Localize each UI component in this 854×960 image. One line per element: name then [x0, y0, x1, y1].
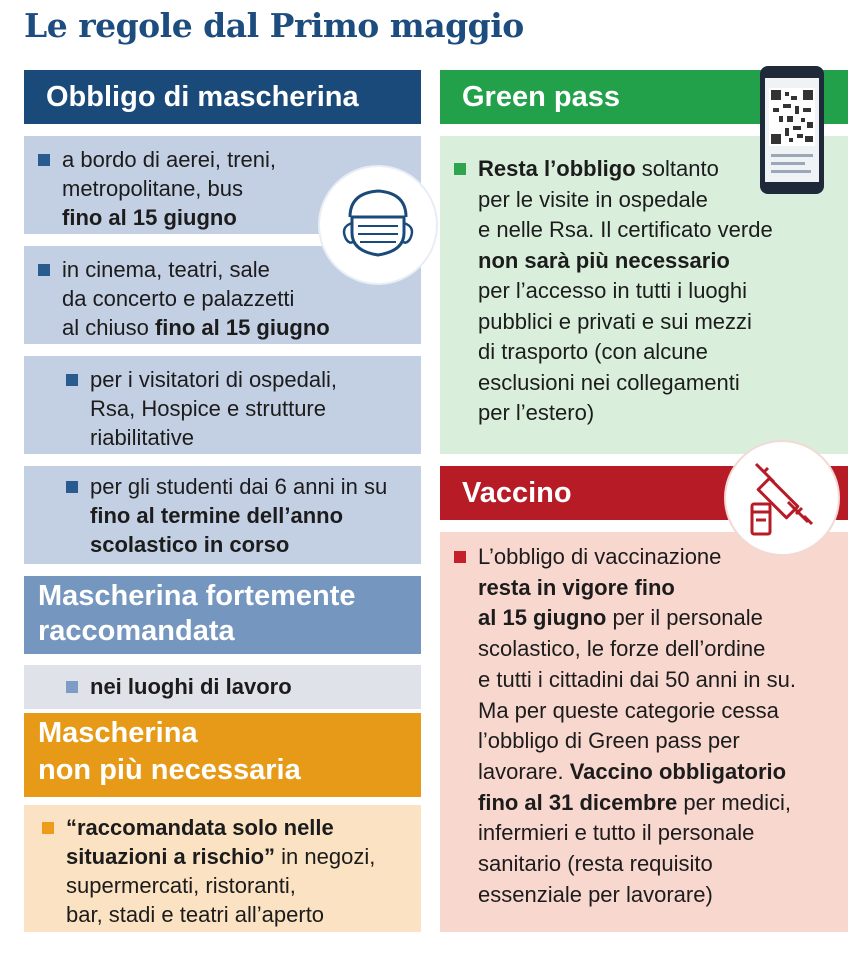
- item-text: L’obbligo di vaccinazione: [478, 544, 722, 569]
- green-pass-heading: Green pass: [440, 70, 848, 124]
- vaccino-box: [440, 532, 848, 932]
- non-necessaria-item: [24, 805, 421, 932]
- item-text: e nelle Rsa. Il certificato verde: [478, 217, 773, 242]
- bullet-icon: [454, 551, 466, 563]
- item-text: riabilitative: [90, 425, 194, 450]
- item-text: Rsa, Hospice e strutture: [90, 396, 326, 421]
- item-text: da concerto e palazzetti: [62, 286, 295, 311]
- heading-line: Mascherina: [38, 717, 198, 749]
- item-text: al chiuso: [62, 315, 155, 340]
- page-title: Le regole dal Primo maggio: [24, 6, 524, 45]
- item-text-bold: Vaccino obbligatorio: [569, 758, 787, 784]
- syringe-vial-icon: [724, 440, 840, 556]
- raccomandata-heading: [24, 576, 421, 654]
- heading-line: raccomandata: [38, 615, 235, 647]
- item-text-bold: “raccomandata solo nelle: [66, 815, 334, 840]
- item-text: e tutti i cittadini dai 50 anni in su.: [478, 666, 796, 692]
- heading-line: non più necessaria: [38, 754, 301, 786]
- item-text: lavorare.: [478, 758, 570, 784]
- item-text: essenziale per lavorare): [478, 881, 713, 907]
- item-text: supermercati, ristoranti,: [66, 873, 296, 898]
- bullet-icon: [454, 163, 466, 175]
- mascherina-heading: Obbligo di mascherina: [24, 70, 421, 124]
- item-text: pubblici e privati e sui mezzi: [478, 308, 752, 334]
- mascherina-item-studenti: [24, 466, 421, 564]
- item-text: per medici,: [677, 789, 792, 815]
- item-text: metropolitane, bus: [62, 176, 243, 201]
- item-text-bold: situazioni a rischio”: [66, 844, 276, 869]
- non-necessaria-heading: [24, 713, 421, 797]
- item-text-bold: fino al termine dell’anno: [90, 503, 344, 528]
- item-text: a bordo di aerei, treni,: [62, 147, 277, 172]
- item-text-bold: fino al 31 dicembre: [478, 789, 678, 815]
- bullet-icon: [38, 264, 50, 276]
- item-text: di trasporto (con alcune: [478, 339, 708, 364]
- mascherina-item-ospedali: [24, 356, 421, 454]
- bullet-icon: [66, 681, 78, 693]
- item-text: soltanto: [635, 156, 719, 181]
- item-text: infermieri e tutto il personale: [478, 820, 755, 846]
- item-text: bar, stadi e teatri all’aperto: [66, 902, 325, 927]
- item-text: per i visitatori di ospedali,: [90, 367, 338, 392]
- item-text-bold: scolastico in corso: [90, 532, 290, 557]
- item-text-bold: resta in vigore fino: [478, 574, 675, 600]
- item-text-bold: nei luoghi di lavoro: [90, 674, 292, 699]
- item-text: per l’estero): [478, 400, 595, 425]
- item-text: sanitario (resta requisito: [478, 851, 713, 877]
- item-text: in negozi,: [275, 844, 376, 869]
- heading-line: Mascherina fortemente: [38, 580, 356, 612]
- item-text-bold: fino al 15 giugno: [154, 315, 330, 340]
- phone-qr-code-icon: [760, 66, 824, 194]
- item-text: Ma per queste categorie cessa: [478, 697, 779, 723]
- item-text-bold: Resta l’obbligo: [478, 156, 636, 181]
- item-text: l’obbligo di Green pass per: [478, 728, 740, 754]
- item-text-bold: non sarà più necessario: [478, 247, 730, 273]
- item-text: per gli studenti dai 6 anni in su: [90, 474, 388, 499]
- item-text: esclusioni nei collegamenti: [478, 369, 740, 395]
- raccomandata-item: [24, 665, 421, 709]
- bullet-icon: [66, 481, 78, 493]
- item-text: per le visite in ospedale: [478, 186, 708, 212]
- item-text-bold: al 15 giugno: [478, 605, 607, 631]
- bullet-icon: [38, 154, 50, 166]
- item-text: in cinema, teatri, sale: [62, 257, 270, 282]
- item-text: per l’accesso in tutti i luoghi: [478, 278, 748, 303]
- bullet-icon: [42, 822, 54, 834]
- item-text: scolastico, le forze dell’ordine: [478, 636, 766, 662]
- item-text-bold: fino al 15 giugno: [62, 205, 237, 230]
- vaccino-heading: Vaccino: [440, 466, 848, 520]
- item-text: per il personale: [606, 605, 763, 631]
- bullet-icon: [66, 374, 78, 386]
- face-mask-icon: [318, 165, 438, 285]
